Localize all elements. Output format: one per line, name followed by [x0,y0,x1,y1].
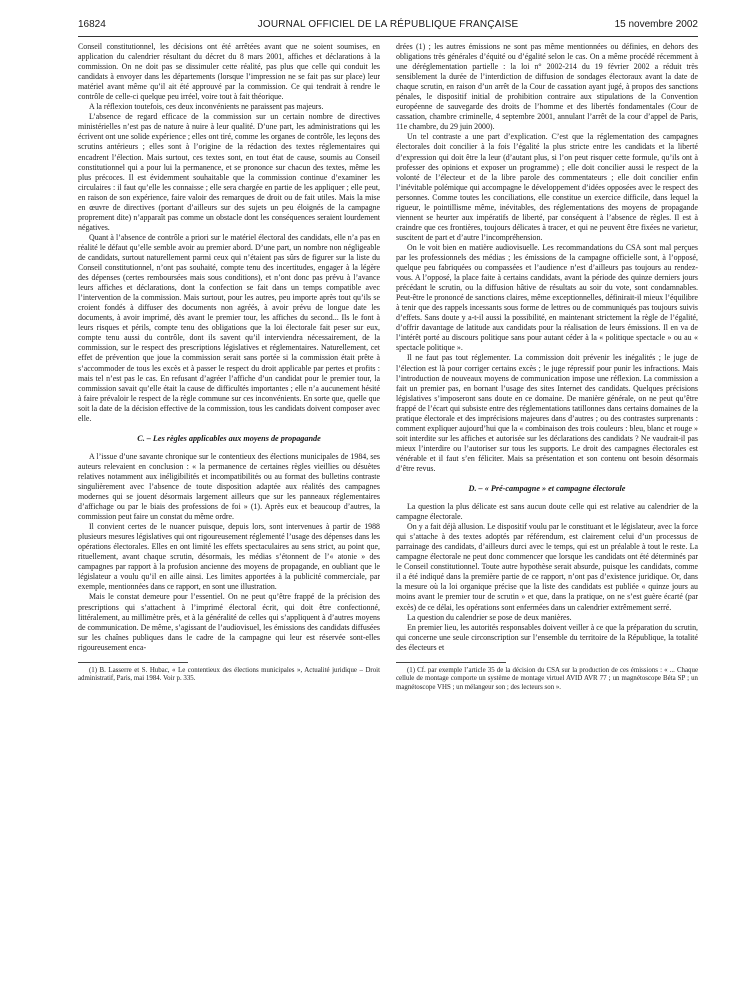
paragraph: drées (1) ; les autres émissions ne sont pas même mentionnées ou définies, en dehors des obligations très générales d’équité ou d’égalité selon le cas. On a même procédé récemment à une déréglementation partielle : la loi n° 2002-214 du 19 février 2002 a réduit très sensiblement la durée de l’interdiction de diffusion de sondages électoraux avant la date de chaque scrutin, en raison d’un arrêt de la Cour de cassation ayant jugé, à propos des sanctions pénales, le dispositif initial de prohibition contraire aux stipulations de la Convention européenne de sauvegarde des droits de l’homme et des libertés fondamentales (Cour de cassation, chambre criminelle, 4 septembre 2001, annulant l’arrêt de la cour d’appel de Paris, 11e chambre, du 29 juin 2000). [396,42,698,132]
header-rule [78,36,698,37]
paragraph: Quant à l’absence de contrôle a priori sur le matériel électoral des candidats, elle n’a pas en réalité le défaut qu’elle semble avoir au premier abord. D’une part, un nombre non négligeable de candidats, surtout naturellement parmi ceux qui n’étaient pas sûrs de figurer sur la liste du Conseil constitutionnel, n’ont pas souhaité, compte tenu des incertitudes, engager à la légère des dépenses (certes remboursées mais sous conditions), et n’ont donc pas prévu à l’avance leurs affiches et déclarations, dont la confection se fait dans un temps compatible avec l’intervention de la commission. Mais surtout, pour les autres, peu importe après tout qu’ils se croient fondés à diffuser des documents non agréés, à avoir prévu de longue date les documents, à avoir imprimé, dès avant le premier tour, les affiches du second... Ils le font à leurs risques et périls, compte tenu des obligations que la loi électorale fait peser sur eux, compte tenu aussi du contrôle, dont ils savent qu’il interviendra nécessairement, de la commission, sur le respect des prescriptions législatives et réglementaires. Naturellement, cet effet de prévention que joue la commission serait sans portée si la commission était prête à s’accommoder de tous les excès et à passer le respect du droit applicable par pertes et profits : mais tel n’est pas le cas. En refusant d’agréer l’affiche d’un candidat pour le premier tour, la commission savait qu’elle était la cause de difficultés importantes ; elle n’a aucunement hésité à faire prévaloir le respect de la règle commune sur ces inconvénients. En sorte que, quelle que soit la date de la décision effective de la commission, tous les candidats doivent composer avec elle. [78,232,380,423]
journal-title: JOURNAL OFFICIEL DE LA RÉPUBLIQUE FRANÇAISE [257,19,519,30]
paragraph: L’absence de regard efficace de la commission sur un certain nombre de directives ministérielles n’est pas de nature à nuire à leur qualité. D’une part, les administrations qui les écrivent ont une solide expérience ; elles ont tiré, comme les organes de contrôle, les leçons des scrutins antérieurs ; elles sont à l’origine de la rédaction des textes réglementaires qui encadrent l’élection. Mais surtout, ces textes sont, en tout état de cause, soumis au Conseil constitutionnel qui a pour lui la permanence, et se prononce sur chacun des textes, même les plus précoces. Il est évidemment souhaitable que la commission continue d’examiner les circulaires : il faut qu’elle les connaisse ; elle sera chargée en partie de les appliquer ; elle peut, en raison de son expérience, faire valoir des remarques de droit ou de fait utiles. Mais la mise en œuvre de directives (portant d’ailleurs sur des sujets un peu éloignés de la campagne proprement dite) n’apparaît pas comme un obstacle dont les conséquences seraient lourdement négatives. [78,112,380,232]
paragraph: Il ne faut pas tout réglementer. La commission doit prévenir les inégalités ; le juge de l’élection est là pour corriger certains excès ; le juge répressif pour punir les infractions. Mais l’introduction de nouveaux moyens de communication impose une réflexion. La commission a fait un premier pas, en bornant l’usage des sites Internet des candidats. Quelques précisions législatives s’imposeront sans doute en ce domaine. De manière générale, on ne peut qu’être frappé de l’écart qui subsiste entre des réglementations tatillonnes dans certains domaines de la pratique électorale et des imprécisions majeures dans d’autres ; ou des contrastes surprenants : comment expliquer aujourd’hui que la « combinaison des trois couleurs : bleu, blanc et rouge » soit interdite sur les affiches et autorisée sur les déclarations des candidats ? Ne vaudrait-il pas mieux l’interdire ou l’autoriser sur tous les supports. Le droit des campagnes électorales est vénérable et il faut s’en féliciter. Mais sa présentation et son contenu ont besoin désormais d’être revus. [396,353,698,473]
footnote-rule [396,662,506,663]
section-title-c: C. – Les règles applicables aux moyens de propagande [137,433,321,443]
publication-date: 15 novembre 2002 [614,19,698,30]
paragraph: En premier lieu, les autorités responsables doivent veiller à ce que la préparation du scrutin, qui concerne une seule circonscription sur l’ensemble du territoire de la République, la totalité des électeurs et [396,622,698,652]
footnote-rule [78,662,188,663]
right-column [396,42,698,693]
paragraph: Conseil constitutionnel, les décisions ont été arrêtées avant que ne soient soumises, en application du calendrier résultant du décret du 8 mars 2001, affiches et déclarations à la commission. On ne doit pas se dissimuler cette réalité, pas plus que celle qui conduit les candidats à envoyer dans les départements (lorsque l’impression ne se fait pas sur place) leur matériel avant même qu’il ait été approuvé par la commission. Ce qui tendrait à rendre le contrôle de celle-ci quelque peu irréel, voire tout à fait théorique. [78,42,380,102]
paragraph: A la réflexion toutefois, ces deux inconvénients ne paraissent pas majeurs. [89,102,324,112]
section-title-d: D. – « Pré-campagne » et campagne électorale [468,484,626,494]
footnote: (1) B. Lasserre et S. Hubac, « Le contentieux des élections municipales », Actualité juridique – Droit administratif, Paris, mai 1984. Voir p. 335. [78,666,380,683]
page-header [78,19,698,33]
paragraph: Il convient certes de le nuancer puisque, depuis lors, sont intervenues à partir de 1988 plusieurs mesures législatives qui ont rigoureusement réglementé l’usage des dépenses dans les opérations électorales. Elles en ont limité les effets spectaculaires au sens strict, au point que, rituellement, avant chaque scrutin, désormais, les médias s’étonnent de l’« atonie » des campagnes par rapport à la profusion ancienne des moyens de propagande, en oubliant que le législateur a voulu qu’il en aille ainsi. Les limites apportées à la publicité commerciale, par exemple, mentionnées dans ce rapport, en sont une illustration. [78,522,380,592]
page-number: 16824 [78,19,106,30]
paragraph: La question du calendrier se pose de deux manières. [407,612,572,622]
paragraph: A l’issue d’une savante chronique sur le contentieux des élections municipales de 1984, ses auteurs relevaient en conclusion : « la permanence de certaines règles vieillies ou désuètes relatives notamment aux inéligibilités et incompatibilités ou au format des bulletins contraste singulièrement avec l’absence de toute disposition adaptée aux réalités des campagnes modernes qui se jouent désormais largement ailleurs que sur les panneaux réglementaires d’affichage ou par le biais des professions de foi » (1). Après eux et beaucoup d’autres, la commission peut faire un constat du même ordre. [78,451,380,522]
footnote: (1) Cf. par exemple l’article 35 de la décision du CSA sur la production de ces émissions : « ... Chaque cellule de montage comporte un système de montage virtuel AVID AVR 77 ; un magnétoscope Béta SP ; un magnétoscope VHS ; un mélangeur son ; des lecteurs son ». [396,666,698,691]
paragraph: La question la plus délicate est sans aucun doute celle qui est relative au calendrier de la campagne électorale. [396,502,698,522]
paragraph: On y a fait déjà allusion. Le dispositif voulu par le constituant et le législateur, avec la force qui s’attache à des textes adoptés par référendum, est clairement celui d’un processus de parrainage des candidats, d’ailleurs durci avec le temps, qui est un préalable à tout le reste. La campagne électorale ne peut donc commencer que lorsque les candidats ont été déterminés par le Conseil constitutionnel. Toute autre hypothèse serait absurde, puisque les candidats, comme il a été indiqué dans la première partie de ce rapport, n’ont pas d’existence juridique. Or, dans la mesure où la loi organique précise que la liste des candidats est publiée « quinze jours au moins avant le premier tour de scrutin » et que, dans la pratique, on ne s’est guère écarté (par excès) de ce délai, les opérations sont enfermées dans un calendrier extrêmement serré. [396,522,698,612]
paragraph: Un tel contraste a une part d’explication. C’est que la réglementation des campagnes électorales doit concilier à la fois l’égalité la plus stricte entre les candidats et la liberté d’expression qui doit être la leur (d’autant plus, si l’on peut risquer cette formule, qu’ils ont à professer des opinions et exposer un programme) ; elle doit concilier aussi le respect de la volonté de l’électeur et de la libre parole des commentateurs ; elle doit concilier enfin l’inévitable polémique qui accompagne le développement d’idées opposées avec le respect des personnes. Comme toutes les conciliations, elle constitue un exercice difficile, dans lequel la rigueur, le pointillisme même, inévitables, des réglementations des moyens de propagande viennent se heurter aux impératifs de liberté, par conséquent à l’absence de règles. Il est à craindre que ces frontières, toujours délicates à tracer, et qui ne peuvent être fixées ne varietur, suscitent de part et d’autre l’incompréhension. [396,132,698,242]
paragraph: On le voit bien en matière audiovisuelle. Les recommandations du CSA sont mal perçues par les professionnels des médias ; les émissions de la campagne officielle sont, à l’opposé, quelque peu fabriquées ou compassées et l’audience n’est d’ailleurs pas toujours au rendez-vous. A l’opposé, la place faite à certains candidats, avant la période des quinze derniers jours précédant le scrutin, ou la diffusion hâtive de résultats au soir du vote, sont condamnables. Peut-être le prononcé de sanctions claires, même exceptionnelles, définirait-il mieux l’équilibre à tenir que des rappels incessants sous forme de lettres ou de communiqués pas toujours suivis d’effets. Sans doute y a-t-il aussi la possibilité, en maintenant strictement la règle de l’égalité, d’offrir davantage de latitude aux candidats pour la réalisation de leurs émissions. Il en va de l’intérêt porté au discours politique sans pour autant céder à la « politique spectacle » ou au « spectacle politique ». [396,242,698,353]
left-column [78,42,380,684]
paragraph: Mais le constat demeure pour l’essentiel. On ne peut qu’être frappé de la précision des prescriptions qui s’attachent à l’imprimé électoral écrit, qui doit être confectionné, littéralement, au millimètre près, et à la généralité de celles qui s’appliquent à d’autres moyens de communication. De même, s’agissant de l’audiovisuel, les émissions des candidats diffusées sur les chaînes publiques dans le cadre de la campagne qui leur est réservée sont-elles rigoureusement enca- [78,592,380,652]
